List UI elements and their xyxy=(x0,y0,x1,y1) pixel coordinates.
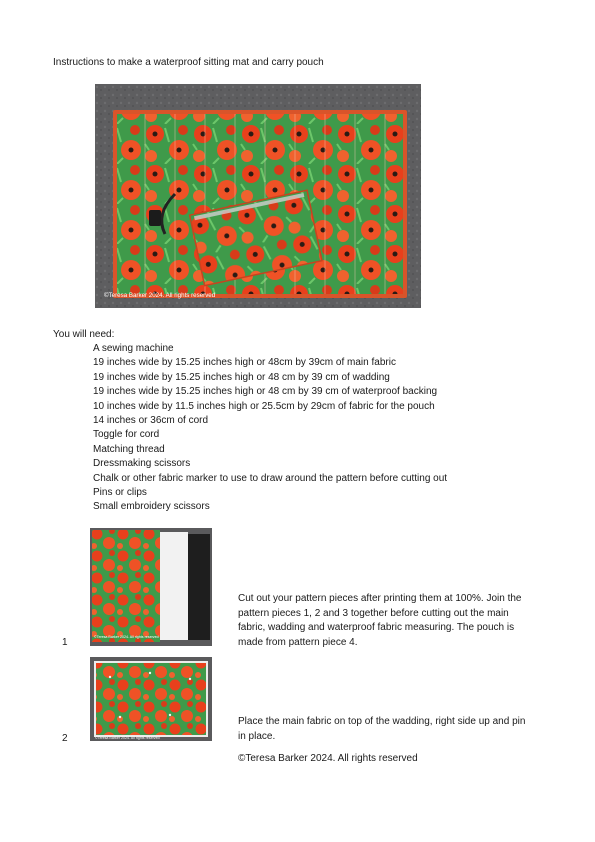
step-1-text: Cut out your pattern pieces after printing them at 100%. Join the pattern pieces 1, 2 and 3 together before cutting out the main fabric, wadding and waterproof fabric measuring. The pouch is made from pattern piece 4. xyxy=(238,593,522,648)
list-item: Pins or clips xyxy=(93,487,147,499)
list-item: Dressmaking scissors xyxy=(93,458,191,470)
step-1-photo xyxy=(90,528,212,646)
list-item: Small embroidery scissors xyxy=(93,501,210,513)
mat-photo xyxy=(95,84,421,308)
list-item: 19 inches wide by 15.25 inches high or 48cm by 39cm of main fabric xyxy=(93,357,396,369)
list-item: 10 inches wide by 11.5 inches high or 25.5cm by 29cm of fabric for the pouch xyxy=(93,400,435,412)
step-1-watermark: ©Teresa Barker 2024. All rights reserved xyxy=(94,635,159,639)
step-1-number: 1 xyxy=(62,637,68,648)
list-item: Toggle for cord xyxy=(93,429,160,441)
list-item: A sewing machine xyxy=(93,343,174,354)
mat-photo-image xyxy=(95,84,421,308)
mat-photo-watermark: ©Teresa Barker 2024. All rights reserved xyxy=(104,292,216,299)
document-title: Instructions to make a waterproof sitting mat and carry pouch xyxy=(53,57,324,68)
materials-list xyxy=(93,342,447,515)
list-item: 14 inches or 36cm of cord xyxy=(93,415,209,427)
step-2-watermark: ©Teresa Barker 2024. All rights reserved xyxy=(95,736,160,740)
list-item: 19 inches wide by 15.25 inches high or 48 cm by 39 cm of wadding xyxy=(93,371,390,383)
step-2-photo xyxy=(90,657,212,741)
list-item: 19 inches wide by 15.25 inches high or 48 cm by 39 cm of waterproof backing xyxy=(93,386,438,398)
list-item: Matching thread xyxy=(93,443,165,455)
step-2-number: 2 xyxy=(62,733,68,744)
step-2-text: Place the main fabric on top of the wadding, right side up and pin in place. xyxy=(238,716,526,742)
step-1-image xyxy=(90,528,212,646)
copyright-notice: ©Teresa Barker 2024. All rights reserved xyxy=(238,753,418,764)
step-2-image xyxy=(90,657,212,741)
you-will-need-heading: You will need: xyxy=(53,329,115,340)
list-item: Chalk or other fabric marker to use to draw around the pattern before cutting out xyxy=(93,472,448,484)
